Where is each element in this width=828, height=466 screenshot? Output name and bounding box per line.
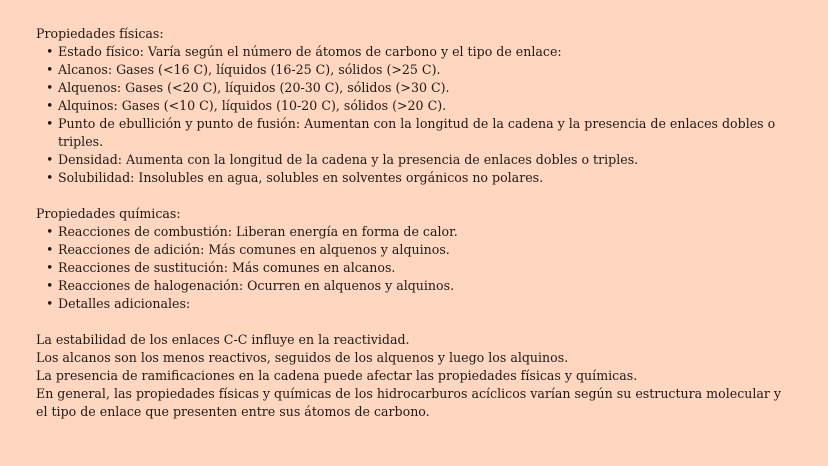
list-item: • Densidad: Aumenta con la longitud de la cadena y la presencia de enlaces dobles o triples. — [58, 151, 796, 169]
list-item: • Punto de ebullición y punto de fusión: Aumentan con la longitud de la cadena y la presencia de enlaces dobles o triples. — [58, 115, 796, 151]
list-item: • Alquenos: Gases (<20 C), líquidos (20-30 C), sólidos (>30 C). — [58, 79, 796, 97]
detail-paragraph: La estabilidad de los enlaces C-C influye en la reactividad. — [36, 332, 410, 347]
list-item: • Alcanos: Gases (<16 C), líquidos (16-25 C), sólidos (>25 C). — [58, 61, 796, 79]
physical-properties-list — [36, 43, 796, 187]
physical-properties-title: Propiedades físicas: — [36, 26, 164, 41]
section-spacer — [36, 187, 796, 205]
chemical-properties-list — [36, 223, 796, 313]
list-item: • Alquinos: Gases (<10 C), líquidos (10-20 C), sólidos (>20 C). — [58, 97, 796, 115]
detail-paragraph: Los alcanos son los menos reactivos, seguidos de los alquenos y luego los alquinos. — [36, 350, 569, 365]
detail-paragraph: La presencia de ramificaciones en la cadena puede afectar las propiedades físicas y químicas. — [36, 368, 638, 383]
list-item: • Reacciones de adición: Más comunes en alquenos y alquinos. — [58, 241, 796, 259]
list-item: • Solubilidad: Insolubles en agua, solubles en solventes orgánicos no polares. — [58, 169, 796, 187]
chemical-properties-title: Propiedades químicas: — [36, 206, 181, 221]
list-item: • Reacciones de sustitución: Más comunes en alcanos. — [58, 259, 796, 277]
list-item: • Estado físico: Varía según el número de átomos de carbono y el tipo de enlace: — [58, 43, 796, 61]
list-item: • Reacciones de combustión: Liberan energía en forma de calor. — [58, 223, 796, 241]
list-item: • Detalles adicionales: — [58, 295, 796, 313]
detail-paragraph: En general, las propiedades físicas y químicas de los hidrocarburos acíclicos varían según su estructura molecular y el tipo de enlace que presenten entre sus átomos de carbono. — [36, 386, 782, 419]
section-spacer — [36, 313, 796, 331]
slide-content — [36, 25, 796, 421]
list-item: • Reacciones de halogenación: Ocurren en alquenos y alquinos. — [58, 277, 796, 295]
